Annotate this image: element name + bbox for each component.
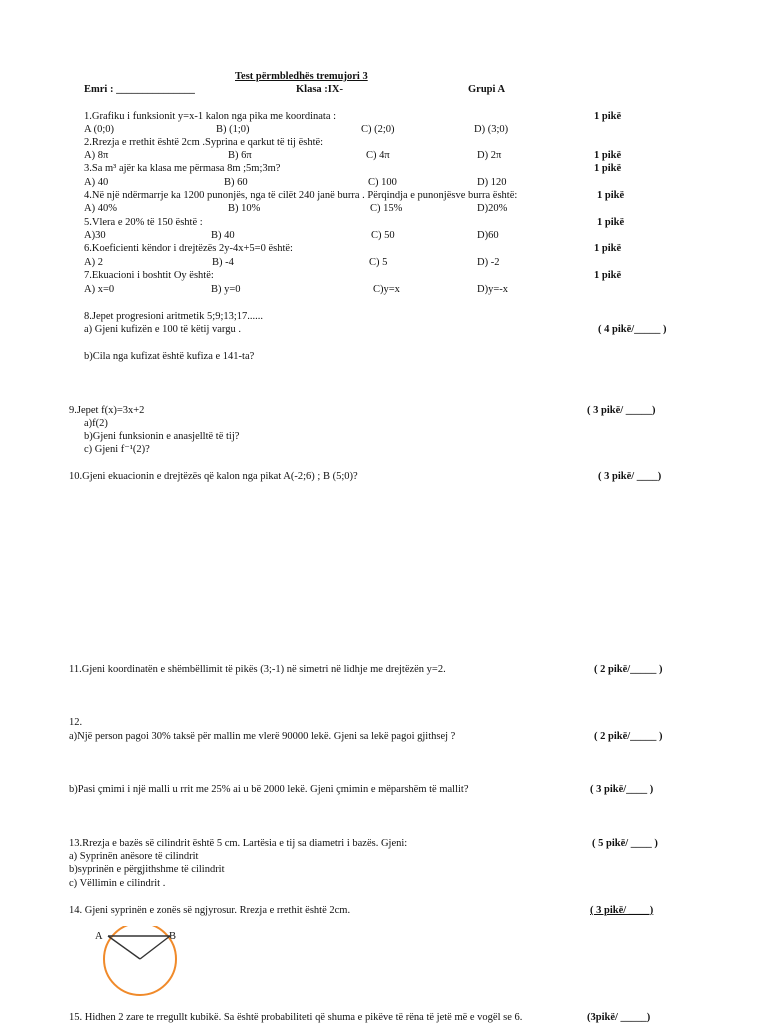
points-label-a: ( 2 pikë/_____ ) xyxy=(594,731,663,742)
points-label: ( 3 pikë/ ____) xyxy=(598,471,662,482)
option-c: C)y=x xyxy=(373,284,400,295)
points-label: 1 pikë xyxy=(594,150,622,161)
name-label xyxy=(84,84,195,96)
question-part-b: b)Pasi çmimi i një malli u rrit me 25% ai u bë 2000 lekë. Gjeni çmimin e mëparshëm të mallit? xyxy=(69,784,469,795)
points-label: (3pikë/ _____) xyxy=(587,1012,651,1023)
option-c: C) 15% xyxy=(370,203,403,214)
question-stem: 9.Jepet f(x)=3x+2 xyxy=(69,405,145,416)
points-label: ( 2 pikë/_____ ) xyxy=(594,664,663,675)
circle-figure xyxy=(95,926,195,998)
option-a: A) 2 xyxy=(84,257,103,268)
option-c: C) 100 xyxy=(368,177,397,188)
points-label: 1 pikë xyxy=(594,243,622,254)
question-part-c: c) Gjeni f⁻¹(2)? xyxy=(84,444,150,455)
points-label: ( 4 pikë/_____ ) xyxy=(598,324,667,335)
question-text: 5.Vlera e 20% të 150 është : xyxy=(84,217,203,228)
points-label: 1 pikë xyxy=(594,163,622,174)
question-stem: 8.Jepet progresioni aritmetik 5;9;13;17...... xyxy=(84,311,264,322)
question-part-b: b)Cila nga kufizat është kufiza e 141-ta? xyxy=(84,351,255,362)
question-text: 11.Gjeni koordinatën e shëmbëllimit të pikës (3;-1) në simetri në lidhje me drejtëzën y=2. xyxy=(69,664,446,675)
question-number: 12. xyxy=(69,717,83,728)
option-d: D) 2π xyxy=(477,150,502,161)
option-c: C) 50 xyxy=(371,230,395,241)
option-c: C) 5 xyxy=(369,257,388,268)
option-d: D)60 xyxy=(477,230,499,241)
question-text: 10.Gjeni ekuacionin e drejtëzës që kalon nga pikat A(-2;6) ; B (5;0)? xyxy=(69,471,358,482)
question-text: 7.Ekuacioni i boshtit Oy është: xyxy=(84,270,214,281)
points-label: 1 pikë xyxy=(594,111,622,122)
points-label: ( 3 pikë/ _____) xyxy=(587,405,656,416)
question-text: 1.Grafiku i funksionit y=x-1 kalon nga pika me koordinata : xyxy=(84,111,337,122)
name-label-text: Emri : xyxy=(84,84,114,95)
group-label: Grupi A xyxy=(468,84,506,95)
radius-line-b xyxy=(140,936,170,959)
question-part-b: b)syprinën e përgjithshme të cilindrit xyxy=(69,864,225,875)
option-b: B) 40 xyxy=(211,230,235,241)
point-a-label: A xyxy=(95,931,103,942)
points-label: ( 5 pikë/ ____ ) xyxy=(592,838,658,849)
option-b: B) 6π xyxy=(228,150,252,161)
option-a: A)30 xyxy=(84,230,106,241)
question-text: 4.Në një ndërmarrje ka 1200 punonjës, nga të cilët 240 janë burra . Përqindja e punonjësve burra është: xyxy=(84,190,518,201)
question-part-a: a) Gjeni kufizën e 100 të këtij vargu . xyxy=(84,324,241,335)
question-part-b: b)Gjeni funksionin e anasjelltë të tij? xyxy=(84,431,240,442)
option-a: A (0;0) xyxy=(84,124,115,135)
option-d: D) -2 xyxy=(477,257,500,268)
option-a: A) 8π xyxy=(84,150,109,161)
option-b: B) -4 xyxy=(212,257,234,268)
points-label: 1 pikë xyxy=(597,217,625,228)
option-b: B) (1;0) xyxy=(216,124,250,135)
question-part-a: a) Syprinën anësore të cilindrit xyxy=(69,851,199,862)
option-d: D) (3;0) xyxy=(474,124,509,135)
question-text: 2.Rrezja e rrethit është 2cm .Syprina e qarkut të tij është: xyxy=(84,137,324,148)
question-part-a: a)f(2) xyxy=(84,418,108,429)
option-b: B) 60 xyxy=(224,177,248,188)
option-d: D)20% xyxy=(477,203,508,214)
option-d: D)y=-x xyxy=(477,284,508,295)
class-label: Klasa :IX- xyxy=(296,84,343,95)
option-c: C) 4π xyxy=(366,150,390,161)
question-stem: 13.Rrezja e bazës së cilindrit është 5 cm. Lartësia e tij sa diametri i bazës. Gjeni: xyxy=(69,838,408,849)
test-title: Test përmbledhës tremujori 3 xyxy=(235,71,368,82)
question-text: 14. Gjeni syprinën e zonës së ngjyrosur. Rrezja e rrethit është 2cm. xyxy=(69,905,351,916)
points-label-b: ( 3 pikë/____ ) xyxy=(590,784,654,795)
question-text: 3.Sa m³ ajër ka klasa me përmasa 8m ;5m;3m? xyxy=(84,163,281,174)
question-text: 6.Koeficienti këndor i drejtëzës 2y-4x+5=0 është: xyxy=(84,243,293,254)
point-b-label: B xyxy=(169,931,177,942)
option-a: A) x=0 xyxy=(84,284,115,295)
name-blank: _______________ xyxy=(116,84,195,95)
question-part-c: c) Vëllimin e cilindrit . xyxy=(69,878,166,889)
option-a: A) 40 xyxy=(84,177,109,188)
option-a: A) 40% xyxy=(84,203,117,214)
option-b: B) 10% xyxy=(228,203,261,214)
points-label: 1 pikë xyxy=(597,190,625,201)
question-text: 15. Hidhen 2 zare te rregullt kubikë. Sa është probabiliteti që shuma e pikëve të rëna të jetë më e vogël se 6. xyxy=(69,1012,523,1023)
option-c: C) (2;0) xyxy=(361,124,395,135)
points-label: ( 3 pikë/ ____) xyxy=(590,905,654,916)
option-d: D) 120 xyxy=(477,177,507,188)
option-b: B) y=0 xyxy=(211,284,241,295)
points-label: 1 pikë xyxy=(594,270,622,281)
radius-line-a xyxy=(108,936,140,959)
question-part-a: a)Një person pagoi 30% taksë për mallin me vlerë 90000 lekë. Gjeni sa lekë pagoi gjithsej ? xyxy=(69,731,456,742)
